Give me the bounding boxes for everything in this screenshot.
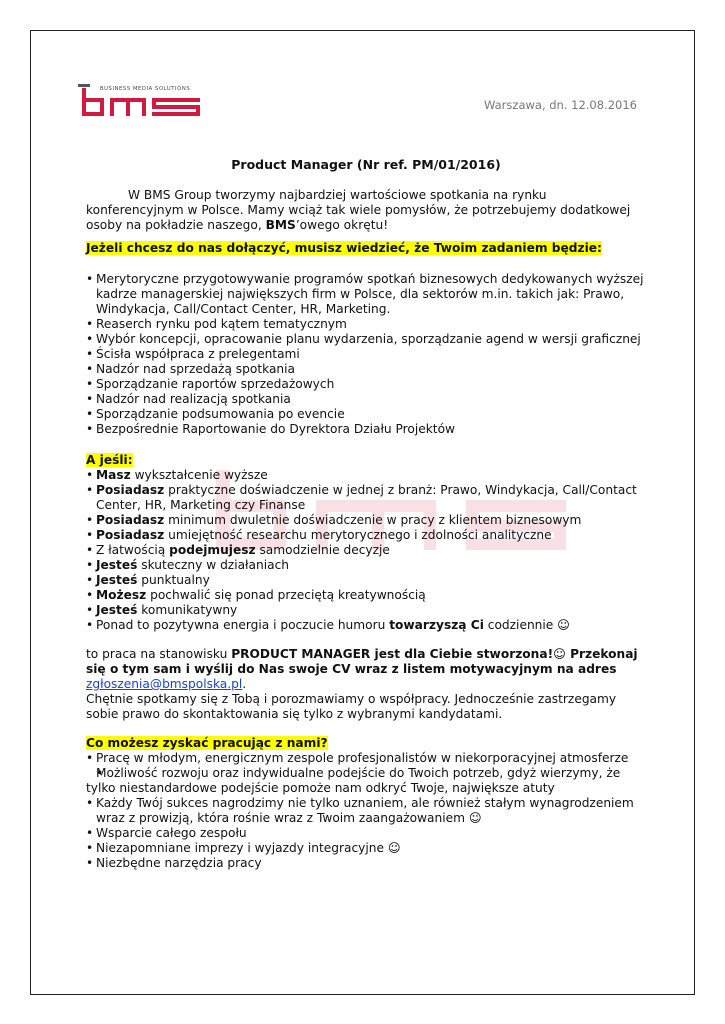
- requirement-text: punktualny: [137, 573, 210, 587]
- requirement-text: codziennie ☺: [483, 618, 570, 632]
- apply-pre: to praca na stanowisku: [86, 647, 232, 661]
- benefit-item: • Niezbędne narzędzia pracy: [86, 856, 646, 871]
- duty-item: • Merytoryczne przygotowywanie programów spotkań biznesowych dedykowanych wyższej kadrze managerskiej największych firm w Polsce, dla sektorów m.in. takich jak: Prawo, Windykacja, Call/Contact Center, HR, Marketing.: [86, 272, 646, 317]
- benefit-item: • Możliwość rozwoju oraz indywidualne podejście do Twoich potrzeb, gdyż wierzymy, że tylko niestandardowe podejście pomoże nam odkryć Twoje, największe atuty: [86, 766, 646, 796]
- requirement-item: [86, 558, 646, 573]
- requirement-bold: Masz: [96, 468, 131, 482]
- intro-text: W BMS Group tworzymy najbardziej wartościowe spotkania na rynku konferencyjnym w Polsce. Mamy wciąż tak wiele pomysłów, że potrzebujemy dodatkowej osoby na pokładzie naszego,: [86, 188, 631, 232]
- apply-paragraph: [86, 647, 646, 692]
- requirement-text: wykształcenie wyższe: [130, 468, 268, 482]
- requirement-text: minimum dwuletnie doświadczenie w pracy z klientem biznesowym: [164, 513, 582, 527]
- requirement-pre: Z łatwością: [96, 543, 170, 557]
- requirement-bold: Jesteś: [96, 558, 138, 572]
- duty-item: • Bezpośrednie Raportowanie do Dyrektora Działu Projektów: [86, 422, 646, 437]
- duties-heading-row: [86, 241, 646, 256]
- requirement-text: komunikatywny: [137, 603, 238, 617]
- email-link[interactable]: zgłoszenia@bmspolska.pl: [86, 677, 243, 691]
- requirements-heading: A jeśli:: [86, 453, 133, 467]
- duty-item: • Sporządzanie podsumowania po evencie: [86, 407, 646, 422]
- requirement-text: praktyczne doświadczenie w jednej z branż: Prawo, Windykacja, Call/Contact Center, HR, Marketing czy Finanse: [96, 483, 637, 512]
- intro-text-end: ’owego okrętu!: [295, 218, 389, 232]
- duty-item: • Wybór koncepcji, opracowanie planu wydarzenia, sporządzanie agend w wersji graficznej: [86, 332, 646, 347]
- requirement-item: [86, 543, 646, 558]
- requirement-bold: Jesteś: [96, 573, 138, 587]
- intro-brand: BMS: [265, 218, 296, 232]
- apply-dot: .: [242, 677, 247, 691]
- duty-item: • Ścisła współpraca z prelegentami: [86, 347, 646, 362]
- duty-item: • Sporządzanie raportów sprzedażowych: [86, 377, 646, 392]
- requirements-heading-row: [86, 453, 646, 468]
- requirement-item: [86, 513, 646, 528]
- job-title: Product Manager (Nr ref. PM/01/2016): [231, 157, 501, 172]
- requirement-text: samodzielnie decyzje: [255, 543, 390, 557]
- duty-item: • Nadzór nad realizacją spotkania: [86, 392, 646, 407]
- bms-logo: [78, 84, 208, 120]
- requirement-item: [86, 588, 646, 603]
- apply-bold: PRODUCT MANAGER jest dla Ciebie stworzona!☺ Przekonaj się o tym sam i wyślij do Nas swoje CV wraz z listem motywacyjnym na adres: [86, 647, 638, 676]
- benefit-item: • Każdy Twój sukces nagrodzimy nie tylko uznaniem, ale również stałym wynagrodzeniem wraz z prowizją, która rośnie wraz z Twoim zaangażowaniem ☺: [86, 796, 646, 826]
- benefits-heading-row: [86, 736, 646, 751]
- requirement-text: umiejętność researchu merytorycznego i zdolności analityczne: [164, 528, 552, 542]
- requirement-text: pochwalić się ponad przeciętą kreatywnością: [146, 588, 426, 602]
- requirement-item: [86, 618, 646, 633]
- requirement-bold: Posiadasz: [96, 483, 165, 497]
- intro-paragraph: [86, 188, 646, 233]
- requirement-bold: towarzyszą Ci: [389, 618, 484, 632]
- logo-tagline: BUSINESS MEDIA SOLUTIONS: [100, 86, 191, 92]
- requirement-item: [86, 468, 646, 483]
- requirement-item: [86, 603, 646, 618]
- apply-note: Chętnie spotkamy się z Tobą i porozmawiamy o współpracy. Jednocześnie zastrzegamy sobie prawo do skontaktowania się tylko z wybranymi kandydatami.: [86, 692, 617, 721]
- duty-item: • Nadzór nad sprzedażą spotkania: [86, 362, 646, 377]
- benefit-item: • Pracę w młodym, energicznym zespole profesjonalistów w niekorporacyjnej atmosferze: [86, 751, 646, 766]
- benefits-list: [86, 751, 646, 871]
- benefits-heading: Co możesz zyskać pracując z nami?: [86, 736, 328, 750]
- requirement-bold: Możesz: [96, 588, 147, 602]
- duties-list: [86, 272, 646, 437]
- document-date: Warszawa, dn. 12.08.2016: [484, 98, 637, 112]
- benefit-item: • Wsparcie całego zespołu: [86, 826, 646, 841]
- requirement-text: skuteczny w działaniach: [137, 558, 289, 572]
- document-body: [86, 157, 646, 871]
- requirement-bold: Posiadasz: [96, 528, 165, 542]
- requirements-list: [86, 468, 646, 633]
- requirement-pre: Ponad to pozytywna energia i poczucie humoru: [96, 618, 390, 632]
- benefit-item: • Niezapomniane imprezy i wyjazdy integracyjne ☺: [86, 841, 646, 856]
- requirement-item: [86, 483, 646, 513]
- requirement-item: [86, 573, 646, 588]
- duty-item: • Reaserch rynku pod kątem tematycznym: [86, 317, 646, 332]
- duties-heading: Jeżeli chcesz do nas dołączyć, musisz wiedzieć, że Twoim zadaniem będzie:: [86, 241, 602, 255]
- requirement-bold: Jesteś: [96, 603, 138, 617]
- requirement-bold: podejmujesz: [169, 543, 256, 557]
- requirement-item: [86, 528, 646, 543]
- requirement-bold: Posiadasz: [96, 513, 165, 527]
